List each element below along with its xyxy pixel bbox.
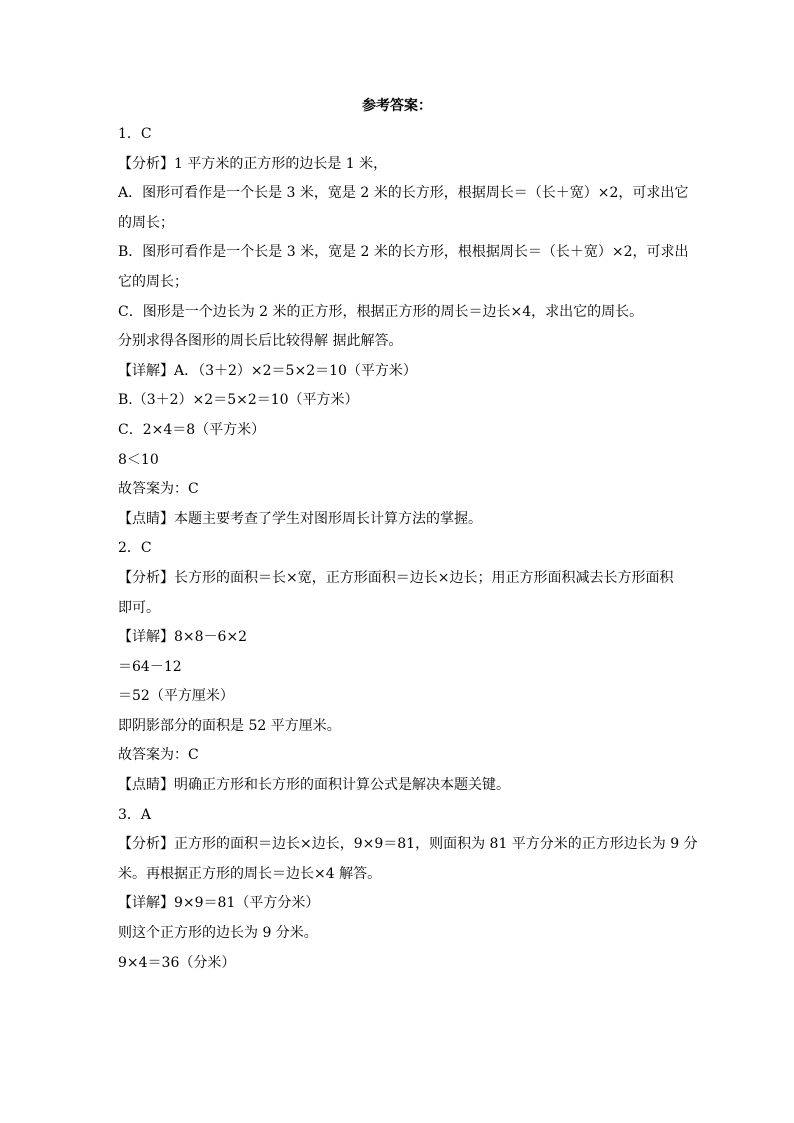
- text-line: 2．C: [118, 540, 152, 557]
- text-line: 【详解】8×8－6×2: [118, 629, 248, 646]
- text-line: 3．A: [118, 806, 152, 823]
- text-line: 它的周长；: [118, 273, 188, 290]
- text-line: B．图形可看作是一个长是 3 米，宽是 2 米的长方形，根根据周长＝（长＋宽）×2，可求出: [118, 244, 689, 261]
- text-line: 【点睛】明确正方形和长方形的面积计算公式是解决本题关键。: [118, 777, 510, 794]
- text-line: 【分析】长方形的面积＝长×宽，正方形面积＝边长×边长；用正方形面积减去长方形面积: [118, 569, 674, 586]
- text-line: 【分析】正方形的面积＝边长×边长，9×9＝81，则面积为 81 平方分米的正方形边长为 9 分: [118, 836, 698, 853]
- text-line: ＝52（平方厘米）: [118, 688, 234, 705]
- text-line: 8＜10: [118, 451, 159, 468]
- text-line: ＝64－12: [118, 658, 182, 675]
- text-line: 则这个正方形的边长为 9 分米。: [118, 925, 318, 942]
- text-line: 故答案为：C: [118, 747, 199, 764]
- text-line: A．图形可看作是一个长是 3 米，宽是 2 米的长方形，根据周长＝（长＋宽）×2，可求出它: [118, 185, 689, 202]
- text-line: 【分析】1 平方米的正方形的边长是 1 米，: [118, 155, 388, 172]
- answer-text-block: [118, 120, 698, 978]
- text-line: 的周长；: [118, 214, 174, 231]
- text-line: 9×4＝36（分米）: [118, 954, 236, 971]
- text-line: 分别求得各图形的周长后比较得解 据此解答。: [118, 333, 403, 350]
- text-line: 即阴影部分的面积是 52 平方厘米。: [118, 717, 341, 734]
- text-line: 故答案为：C: [118, 481, 199, 498]
- text-line: 即可。: [118, 599, 160, 616]
- text-line: C．2×4＝8（平方米）: [118, 421, 266, 438]
- text-line: 【点睛】本题主要考查了学生对图形周长计算方法的掌握。: [118, 510, 482, 527]
- text-line: 米。再根据正方形的周长＝边长×4 解答。: [118, 865, 382, 882]
- page-title: 参考答案：: [362, 98, 432, 114]
- text-line: 【详解】A．（3＋2）×2＝5×2＝10（平方米）: [118, 362, 417, 379]
- text-line: 【详解】9×9＝81（平方分米）: [118, 895, 320, 912]
- text-line: C．图形是一个边长为 2 米的正方形，根据正方形的周长＝边长×4，求出它的周长。: [118, 303, 644, 320]
- text-line: B.（3＋2）×2＝5×2＝10（平方米）: [118, 392, 359, 409]
- text-line: 1．C: [118, 126, 152, 142]
